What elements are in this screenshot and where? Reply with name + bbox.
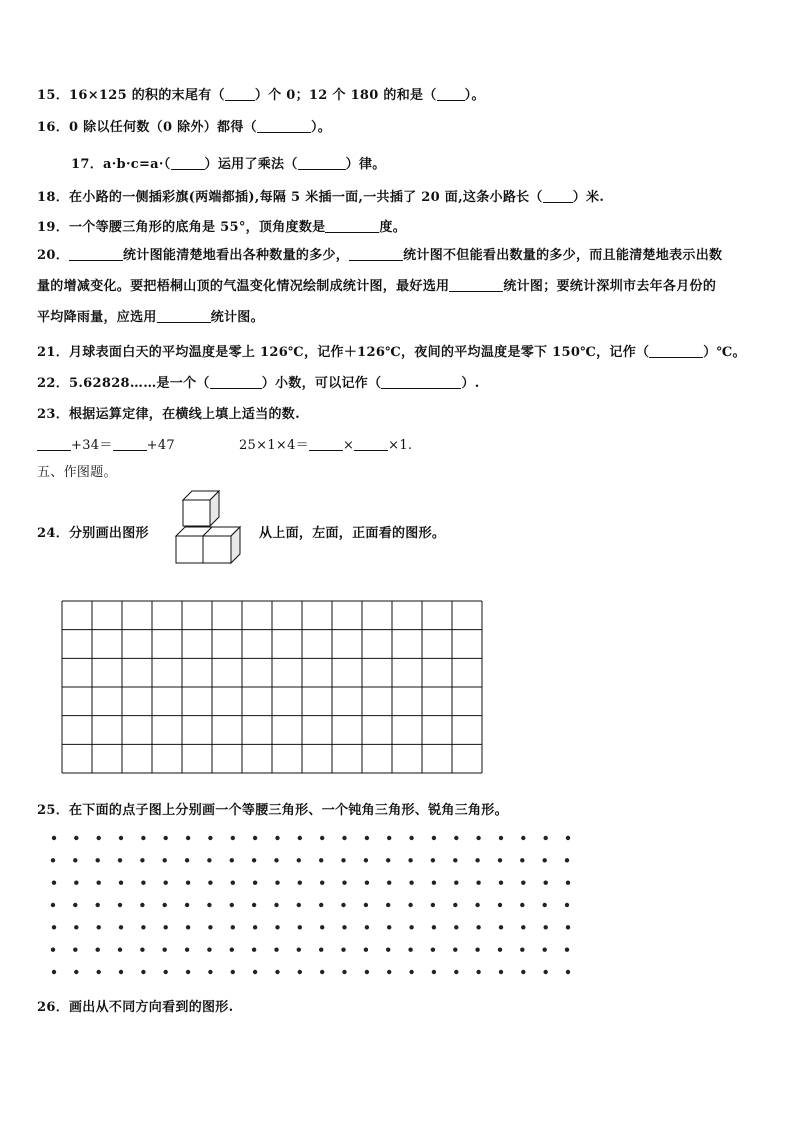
question-18 xyxy=(37,186,604,205)
grid-dot xyxy=(520,948,524,952)
question-text: ）米. xyxy=(572,190,605,205)
answer-blank[interactable] xyxy=(225,88,255,101)
grid-dot xyxy=(140,858,144,862)
grid-dot xyxy=(97,970,101,974)
grid-dot xyxy=(409,925,413,929)
grid-dot xyxy=(207,903,211,907)
question-17 xyxy=(71,153,386,172)
grid-dot xyxy=(163,903,167,907)
expression-text: +34＝ xyxy=(71,438,113,453)
question-20 xyxy=(37,240,759,333)
answer-blank[interactable] xyxy=(210,376,262,389)
grid-dot xyxy=(341,903,345,907)
grid-dot xyxy=(364,948,368,952)
grid-dot xyxy=(387,970,391,974)
grid-dot xyxy=(320,836,324,840)
grid-dot xyxy=(521,925,525,929)
grid-dot xyxy=(408,903,412,907)
grid-dot xyxy=(230,903,234,907)
grid-dot xyxy=(409,970,413,974)
question-text: 0 除以任何数（0 除外）都得（ xyxy=(69,120,257,135)
grid-dot xyxy=(252,948,256,952)
grid-dot xyxy=(274,948,278,952)
grid-dot xyxy=(319,858,323,862)
grid-dot xyxy=(476,925,480,929)
grid-dot xyxy=(499,925,503,929)
grid-dot xyxy=(387,925,391,929)
grid-dot xyxy=(118,948,122,952)
grid-dot xyxy=(566,970,570,974)
grid-dot xyxy=(141,970,145,974)
section-heading: 五、作图题。 xyxy=(37,465,117,480)
grid-dot xyxy=(231,970,235,974)
grid-dot xyxy=(208,970,212,974)
grid-dot xyxy=(51,858,55,862)
question-text: 统计图能清楚地看出各种数量的多少， xyxy=(123,248,350,263)
grid-dot xyxy=(476,881,480,885)
grid-dot xyxy=(476,836,480,840)
grid-dot xyxy=(386,948,390,952)
grid-dot xyxy=(475,858,479,862)
question-number: 19． xyxy=(37,220,69,235)
grid-dot xyxy=(342,836,346,840)
grid-dot xyxy=(118,903,122,907)
grid-dot xyxy=(230,948,234,952)
question-16 xyxy=(37,116,331,135)
answer-blank[interactable] xyxy=(354,438,388,451)
question-text: 统计图。 xyxy=(210,310,264,325)
grid-dot xyxy=(499,970,503,974)
grid-dot xyxy=(566,836,570,840)
grid-dot xyxy=(565,903,569,907)
grid-dot xyxy=(52,970,56,974)
grid-dot xyxy=(208,925,212,929)
question-text: 根据运算定律，在横线上填上适当的数. xyxy=(69,407,300,422)
grid-dot xyxy=(97,881,101,885)
grid-dot xyxy=(164,925,168,929)
grid-dot xyxy=(319,948,323,952)
question-23-expressions xyxy=(37,434,412,453)
question-text: 月球表面白天的平均温度是零上 126℃，记作＋126℃，夜间的平均温度是零下 150℃，记作（ xyxy=(69,345,650,360)
grid-dot xyxy=(475,948,479,952)
grid-dot xyxy=(431,903,435,907)
grid-dot xyxy=(409,836,413,840)
answer-blank[interactable] xyxy=(349,248,403,261)
grid-dot xyxy=(119,881,123,885)
grid-dot xyxy=(73,903,77,907)
grid-dot xyxy=(74,925,78,929)
grid-dot xyxy=(544,836,548,840)
cube-bottom-left xyxy=(176,527,212,563)
grid-dot xyxy=(164,881,168,885)
answer-blank[interactable] xyxy=(37,438,71,451)
grid-dot xyxy=(230,858,234,862)
grid-dot xyxy=(208,836,212,840)
grid-dot xyxy=(163,858,167,862)
grid-dot xyxy=(140,903,144,907)
grid-dot xyxy=(475,903,479,907)
expression-text: 25×1×4＝ xyxy=(238,438,309,453)
grid-dot xyxy=(185,948,189,952)
grid-dot xyxy=(253,881,257,885)
grid-dot xyxy=(186,836,190,840)
grid-dot xyxy=(119,836,123,840)
grid-dot xyxy=(319,903,323,907)
grid-dot xyxy=(454,836,458,840)
grid-dot xyxy=(520,858,524,862)
grid-dot xyxy=(298,836,302,840)
grid-dot xyxy=(297,903,301,907)
grid-dot xyxy=(364,858,368,862)
grid-dot xyxy=(52,925,56,929)
question-number: 25． xyxy=(37,803,69,818)
cube-top xyxy=(183,491,219,526)
grid-dot xyxy=(431,948,435,952)
grid-dot xyxy=(119,970,123,974)
grid-dot xyxy=(521,970,525,974)
grid-dot xyxy=(320,970,324,974)
grid-dot xyxy=(498,903,502,907)
answer-blank[interactable] xyxy=(437,88,465,101)
question-15 xyxy=(37,84,485,103)
grid-dot xyxy=(141,836,145,840)
grid-dot xyxy=(431,858,435,862)
grid-dot xyxy=(432,881,436,885)
grid-dot xyxy=(365,836,369,840)
grid-dot xyxy=(231,836,235,840)
grid-dot xyxy=(164,836,168,840)
grid-dot xyxy=(96,858,100,862)
question-number: 22． xyxy=(37,376,69,391)
question-20-line-3 xyxy=(37,302,759,333)
grid-dot xyxy=(298,881,302,885)
grid-dot xyxy=(386,903,390,907)
grid-dot xyxy=(74,836,78,840)
question-23 xyxy=(37,403,300,422)
grid-dot xyxy=(520,903,524,907)
grid-dot xyxy=(341,858,345,862)
grid-dot xyxy=(544,881,548,885)
grid-dot xyxy=(96,948,100,952)
question-text: ）. xyxy=(461,376,480,391)
grid-dot xyxy=(275,836,279,840)
question-text: 一个等腰三角形的底角是 55°，顶角度数是 xyxy=(69,220,326,235)
question-text: 分别画出图形 xyxy=(69,526,149,541)
question-text: 在下面的点子图上分别画一个等腰三角形、一个钝角三角形、锐角三角形。 xyxy=(69,803,508,818)
grid-dot xyxy=(231,881,235,885)
answer-blank[interactable] xyxy=(543,190,573,203)
grid-dot xyxy=(163,948,167,952)
question-text: ）。 xyxy=(310,120,332,135)
grid-dot xyxy=(252,858,256,862)
question-22 xyxy=(37,372,480,391)
grid-dot xyxy=(408,948,412,952)
question-number: 20． xyxy=(37,248,69,263)
grid-dot xyxy=(164,970,168,974)
grid-dot xyxy=(298,925,302,929)
question-19 xyxy=(37,216,406,235)
question-text: 从上面，左面，正面看的图形。 xyxy=(259,526,446,541)
grid-dot xyxy=(74,970,78,974)
grid-dot xyxy=(454,970,458,974)
question-text: 在小路的一侧插彩旗(两端都插),每隔 5 米插一面,一共插了 20 面,这条小路长（ xyxy=(69,190,543,205)
grid-dot xyxy=(253,836,257,840)
answer-blank[interactable] xyxy=(113,438,147,451)
grid-dot xyxy=(521,836,525,840)
grid-dot xyxy=(521,881,525,885)
question-number: 23． xyxy=(37,407,69,422)
grid-dot xyxy=(543,858,547,862)
grid-dot xyxy=(565,948,569,952)
grid-dot xyxy=(185,903,189,907)
grid-dot xyxy=(274,858,278,862)
grid-dot xyxy=(365,970,369,974)
grid-dot xyxy=(274,903,278,907)
question-number: 21． xyxy=(37,345,69,360)
grid-dot xyxy=(408,858,412,862)
grid-dot xyxy=(498,948,502,952)
question-text: ）律。 xyxy=(345,157,386,172)
grid-dot xyxy=(365,925,369,929)
grid-dot xyxy=(454,925,458,929)
question-text: 平均降雨量，应选用 xyxy=(37,310,157,325)
grid-dot xyxy=(454,881,458,885)
grid-dot xyxy=(141,925,145,929)
grid-dot xyxy=(207,858,211,862)
grid-dot xyxy=(499,881,503,885)
grid-dot xyxy=(186,881,190,885)
grid-dot xyxy=(96,903,100,907)
question-number: 18． xyxy=(37,190,69,205)
grid-dot xyxy=(73,948,77,952)
grid-dot xyxy=(52,836,56,840)
expression-text: +47 xyxy=(146,438,175,453)
grid-dot xyxy=(185,858,189,862)
grid-dot xyxy=(566,881,570,885)
grid-dot xyxy=(51,903,55,907)
question-number: 16． xyxy=(37,120,69,135)
question-text: ）。 xyxy=(464,88,485,103)
question-25 xyxy=(37,799,508,818)
grid-dot xyxy=(141,881,145,885)
answer-blank[interactable] xyxy=(257,120,311,133)
question-21 xyxy=(37,341,746,360)
question-text: 量的增减变化。要把梧桐山顶的气温变化情况绘制成统计图，最好选用 xyxy=(37,279,450,294)
grid-dot xyxy=(73,858,77,862)
grid-dot xyxy=(253,925,257,929)
question-text: ）个 0；12 个 180 的和是（ xyxy=(254,88,437,103)
question-text: 16×125 的积的末尾有（ xyxy=(69,88,225,103)
grid-dot xyxy=(97,836,101,840)
grid-dot xyxy=(499,836,503,840)
question-24-tail xyxy=(259,522,445,541)
grid-dot xyxy=(297,858,301,862)
grid-dot xyxy=(275,925,279,929)
question-text: 画出从不同方向看到的图形. xyxy=(69,1000,234,1015)
grid-dot xyxy=(298,970,302,974)
answer-blank[interactable] xyxy=(171,157,205,170)
grid-dot xyxy=(208,881,212,885)
question-number: 24． xyxy=(37,526,69,541)
question-24 xyxy=(37,522,149,541)
grid-dot xyxy=(253,970,257,974)
grid-dot xyxy=(51,948,55,952)
grid-dot xyxy=(387,836,391,840)
grid-dot xyxy=(320,881,324,885)
question-text: 统计图；要统计深圳市去年各月份的 xyxy=(503,279,717,294)
grid-dot xyxy=(118,858,122,862)
question-20-line-2 xyxy=(37,271,759,302)
grid-dot xyxy=(386,858,390,862)
question-number: 17． xyxy=(71,157,103,172)
grid-dot xyxy=(186,925,190,929)
grid-dot xyxy=(364,903,368,907)
grid-dot xyxy=(453,903,457,907)
answer-blank[interactable] xyxy=(309,438,343,451)
grid-dot xyxy=(74,881,78,885)
answer-blank[interactable] xyxy=(157,310,211,323)
grid-dot xyxy=(544,925,548,929)
cube-bottom-right xyxy=(203,527,240,563)
question-number: 15． xyxy=(37,88,69,103)
grid-dot xyxy=(543,903,547,907)
grid-dot xyxy=(275,970,279,974)
question-text: 统计图不但能看出数量的多少，而且能清楚地表示出数 xyxy=(403,248,723,263)
question-text: ）℃。 xyxy=(703,345,746,360)
grid-dot xyxy=(140,948,144,952)
grid-dot xyxy=(275,881,279,885)
question-26 xyxy=(37,996,233,1015)
grid-dot xyxy=(297,948,301,952)
question-text: 度。 xyxy=(379,220,407,235)
grid-dot xyxy=(453,948,457,952)
question-text: 5.62828……是一个（ xyxy=(69,376,210,391)
grid-dot xyxy=(544,970,548,974)
question-text: ）运用了乘法（ xyxy=(204,157,298,172)
grid-dot xyxy=(409,881,413,885)
grid-dot xyxy=(231,925,235,929)
answer-blank[interactable] xyxy=(69,248,123,261)
grid-dot xyxy=(453,858,457,862)
grid-dot xyxy=(566,925,570,929)
grid-dot xyxy=(341,948,345,952)
answer-blank[interactable] xyxy=(649,345,703,358)
grid-dot xyxy=(365,881,369,885)
grid-dot xyxy=(432,970,436,974)
grid-dot xyxy=(252,903,256,907)
grid-dot xyxy=(498,858,502,862)
grid-dot xyxy=(52,881,56,885)
grid-dot xyxy=(476,970,480,974)
grid-dot xyxy=(342,970,346,974)
expression-text: ×1. xyxy=(388,438,413,453)
question-number: 26． xyxy=(37,1000,69,1015)
grid-dot xyxy=(432,836,436,840)
answer-blank[interactable] xyxy=(381,376,461,389)
grid-dot xyxy=(432,925,436,929)
grid-dot xyxy=(565,858,569,862)
grid-dot xyxy=(543,948,547,952)
grid-dot xyxy=(186,970,190,974)
question-20-line-1 xyxy=(37,240,759,271)
grid-dot xyxy=(342,881,346,885)
question-text: ）小数，可以记作（ xyxy=(261,376,382,391)
answer-blank[interactable] xyxy=(325,220,379,233)
answer-blank[interactable] xyxy=(298,157,346,170)
grid-dot xyxy=(387,881,391,885)
grid-dot xyxy=(320,925,324,929)
grid-dot xyxy=(342,925,346,929)
grid-dot xyxy=(97,925,101,929)
answer-blank[interactable] xyxy=(449,279,503,292)
expression-text: × xyxy=(342,438,355,453)
grid-dot xyxy=(119,925,123,929)
grid-dot xyxy=(207,948,211,952)
question-text: a·b·c=a·（ xyxy=(103,157,171,172)
